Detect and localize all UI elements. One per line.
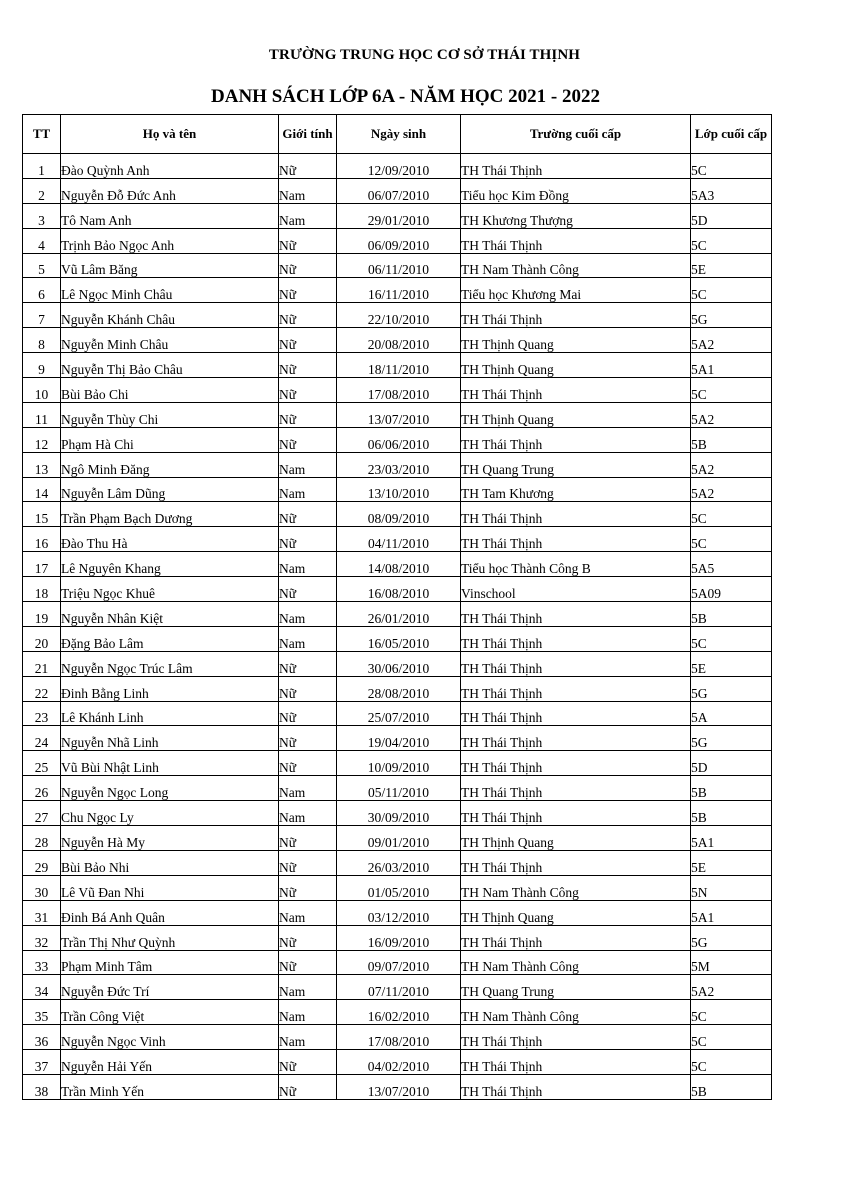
table-row	[23, 502, 772, 527]
cell-tt: 16	[23, 527, 61, 552]
cell-tt: 22	[23, 676, 61, 701]
cell-school: TH Thái Thịnh	[461, 726, 691, 751]
cell-school: TH Thái Thịnh	[461, 751, 691, 776]
cell-class: 5A2	[691, 975, 772, 1000]
table-body	[23, 154, 772, 1100]
table-row	[23, 1025, 772, 1050]
cell-gender: Nữ	[279, 751, 337, 776]
cell-name: Đào Thu Hà	[61, 527, 279, 552]
cell-class: 5G	[691, 726, 772, 751]
cell-school: TH Thái Thịnh	[461, 427, 691, 452]
table-row	[23, 378, 772, 403]
table-row	[23, 801, 772, 826]
cell-name: Trần Minh Yến	[61, 1074, 279, 1099]
cell-name: Trần Thị Như Quỳnh	[61, 925, 279, 950]
cell-tt: 4	[23, 228, 61, 253]
school-name: TRƯỜNG TRUNG HỌC CƠ SỞ THÁI THỊNH	[268, 47, 581, 63]
cell-class: 5A1	[691, 353, 772, 378]
cell-name: Phạm Hà Chi	[61, 427, 279, 452]
table-row	[23, 626, 772, 651]
table-row	[23, 402, 772, 427]
cell-class: 5C	[691, 154, 772, 179]
cell-gender: Nữ	[279, 676, 337, 701]
cell-school: Vinschool	[461, 577, 691, 602]
cell-class: 5G	[691, 676, 772, 701]
cell-name: Nguyễn Ngọc Long	[61, 776, 279, 801]
cell-class: 5E	[691, 651, 772, 676]
cell-class: 5E	[691, 253, 772, 278]
cell-name: Nguyễn Ngọc Vinh	[61, 1025, 279, 1050]
cell-school: TH Thái Thịnh	[461, 701, 691, 726]
table-row	[23, 850, 772, 875]
cell-class: 5A09	[691, 577, 772, 602]
cell-gender: Nữ	[279, 726, 337, 751]
cell-name: Bùi Bảo Nhi	[61, 850, 279, 875]
cell-name: Trần Công Việt	[61, 1000, 279, 1025]
table-row	[23, 975, 772, 1000]
cell-school: TH Thịnh Quang	[461, 402, 691, 427]
cell-class: 5C	[691, 378, 772, 403]
cell-school: TH Thái Thịnh	[461, 1025, 691, 1050]
cell-school: Tiểu học Thành Công B	[461, 552, 691, 577]
cell-dob: 29/01/2010	[337, 203, 461, 228]
cell-gender: Nữ	[279, 328, 337, 353]
cell-gender: Nữ	[279, 577, 337, 602]
cell-dob: 13/07/2010	[337, 402, 461, 427]
header-dob: Ngày sinh	[337, 115, 461, 154]
cell-dob: 06/11/2010	[337, 253, 461, 278]
cell-dob: 10/09/2010	[337, 751, 461, 776]
cell-school: TH Thịnh Quang	[461, 900, 691, 925]
cell-class: 5C	[691, 502, 772, 527]
cell-gender: Nam	[279, 801, 337, 826]
cell-school: TH Thái Thịnh	[461, 378, 691, 403]
cell-tt: 6	[23, 278, 61, 303]
cell-name: Đinh Bằng Linh	[61, 676, 279, 701]
cell-school: TH Thái Thịnh	[461, 527, 691, 552]
cell-school: TH Thái Thịnh	[461, 154, 691, 179]
cell-dob: 08/09/2010	[337, 502, 461, 527]
cell-gender: Nữ	[279, 701, 337, 726]
cell-dob: 13/10/2010	[337, 477, 461, 502]
table-row	[23, 875, 772, 900]
cell-gender: Nữ	[279, 850, 337, 875]
table-row	[23, 925, 772, 950]
cell-tt: 14	[23, 477, 61, 502]
cell-class: 5B	[691, 1074, 772, 1099]
cell-school: TH Thịnh Quang	[461, 826, 691, 851]
table-row	[23, 1000, 772, 1025]
cell-school: TH Thái Thịnh	[461, 776, 691, 801]
cell-class: 5A1	[691, 900, 772, 925]
cell-school: TH Tam Khương	[461, 477, 691, 502]
cell-name: Nguyễn Thùy Chi	[61, 402, 279, 427]
cell-gender: Nữ	[279, 925, 337, 950]
cell-gender: Nam	[279, 975, 337, 1000]
cell-dob: 04/02/2010	[337, 1050, 461, 1075]
cell-school: TH Thái Thịnh	[461, 602, 691, 627]
cell-class: 5A2	[691, 452, 772, 477]
cell-dob: 16/11/2010	[337, 278, 461, 303]
cell-school: TH Quang Trung	[461, 975, 691, 1000]
cell-dob: 06/07/2010	[337, 178, 461, 203]
cell-gender: Nữ	[279, 875, 337, 900]
cell-dob: 16/05/2010	[337, 626, 461, 651]
cell-name: Ngô Minh Đăng	[61, 452, 279, 477]
cell-name: Nguyễn Nhân Kiệt	[61, 602, 279, 627]
cell-tt: 35	[23, 1000, 61, 1025]
cell-tt: 36	[23, 1025, 61, 1050]
cell-name: Trần Phạm Bạch Dương	[61, 502, 279, 527]
cell-tt: 19	[23, 602, 61, 627]
cell-gender: Nữ	[279, 378, 337, 403]
cell-school: TH Thái Thịnh	[461, 651, 691, 676]
cell-class: 5M	[691, 950, 772, 975]
cell-class: 5C	[691, 278, 772, 303]
cell-gender: Nữ	[279, 353, 337, 378]
cell-name: Tô Nam Anh	[61, 203, 279, 228]
cell-dob: 30/06/2010	[337, 651, 461, 676]
cell-school: TH Thái Thịnh	[461, 676, 691, 701]
cell-dob: 18/11/2010	[337, 353, 461, 378]
cell-dob: 16/09/2010	[337, 925, 461, 950]
cell-gender: Nữ	[279, 950, 337, 975]
cell-dob: 04/11/2010	[337, 527, 461, 552]
cell-dob: 26/03/2010	[337, 850, 461, 875]
cell-tt: 33	[23, 950, 61, 975]
table-header-row	[23, 115, 772, 154]
cell-gender: Nữ	[279, 1050, 337, 1075]
cell-school: TH Thái Thịnh	[461, 228, 691, 253]
table-row	[23, 651, 772, 676]
cell-class: 5B	[691, 776, 772, 801]
cell-gender: Nữ	[279, 278, 337, 303]
cell-name: Lê Nguyên Khang	[61, 552, 279, 577]
table-row	[23, 178, 772, 203]
cell-name: Chu Ngọc Ly	[61, 801, 279, 826]
cell-gender: Nam	[279, 1000, 337, 1025]
cell-school: TH Thái Thịnh	[461, 850, 691, 875]
cell-gender: Nữ	[279, 228, 337, 253]
table-row	[23, 527, 772, 552]
cell-school: Tiểu học Khương Mai	[461, 278, 691, 303]
cell-dob: 09/07/2010	[337, 950, 461, 975]
cell-class: 5C	[691, 228, 772, 253]
table-row	[23, 228, 772, 253]
cell-gender: Nữ	[279, 826, 337, 851]
cell-name: Đào Quỳnh Anh	[61, 154, 279, 179]
cell-dob: 14/08/2010	[337, 552, 461, 577]
cell-name: Đặng Bảo Lâm	[61, 626, 279, 651]
cell-gender: Nam	[279, 1025, 337, 1050]
student-list-table	[22, 114, 772, 1100]
cell-gender: Nữ	[279, 1074, 337, 1099]
cell-school: TH Thịnh Quang	[461, 328, 691, 353]
cell-tt: 5	[23, 253, 61, 278]
cell-dob: 30/09/2010	[337, 801, 461, 826]
cell-tt: 20	[23, 626, 61, 651]
cell-school: TH Thái Thịnh	[461, 925, 691, 950]
cell-dob: 26/01/2010	[337, 602, 461, 627]
cell-tt: 17	[23, 552, 61, 577]
cell-name: Nguyễn Nhã Linh	[61, 726, 279, 751]
cell-tt: 12	[23, 427, 61, 452]
cell-name: Bùi Bảo Chi	[61, 378, 279, 403]
cell-dob: 01/05/2010	[337, 875, 461, 900]
cell-class: 5C	[691, 626, 772, 651]
table-row	[23, 602, 772, 627]
cell-tt: 27	[23, 801, 61, 826]
table-row	[23, 1050, 772, 1075]
header-school: Trường cuối cấp	[461, 115, 691, 154]
cell-tt: 23	[23, 701, 61, 726]
cell-tt: 13	[23, 452, 61, 477]
cell-dob: 13/07/2010	[337, 1074, 461, 1099]
cell-class: 5A3	[691, 178, 772, 203]
cell-tt: 34	[23, 975, 61, 1000]
cell-school: TH Quang Trung	[461, 452, 691, 477]
cell-dob: 22/10/2010	[337, 303, 461, 328]
table-row	[23, 726, 772, 751]
table-row	[23, 427, 772, 452]
cell-name: Đinh Bá Anh Quân	[61, 900, 279, 925]
cell-class: 5C	[691, 1050, 772, 1075]
cell-tt: 21	[23, 651, 61, 676]
cell-tt: 7	[23, 303, 61, 328]
header-class: Lớp cuối cấp	[691, 115, 772, 154]
cell-dob: 23/03/2010	[337, 452, 461, 477]
cell-name: Phạm Minh Tâm	[61, 950, 279, 975]
cell-class: 5E	[691, 850, 772, 875]
cell-gender: Nữ	[279, 527, 337, 552]
cell-name: Nguyễn Hải Yến	[61, 1050, 279, 1075]
cell-dob: 12/09/2010	[337, 154, 461, 179]
cell-name: Lê Ngọc Minh Châu	[61, 278, 279, 303]
cell-dob: 09/01/2010	[337, 826, 461, 851]
cell-school: TH Nam Thành Công	[461, 875, 691, 900]
cell-tt: 37	[23, 1050, 61, 1075]
cell-class: 5A	[691, 701, 772, 726]
table-row	[23, 154, 772, 179]
table-row	[23, 278, 772, 303]
table-row	[23, 776, 772, 801]
cell-class: 5B	[691, 801, 772, 826]
cell-class: 5C	[691, 1000, 772, 1025]
cell-class: 5A1	[691, 826, 772, 851]
cell-gender: Nữ	[279, 253, 337, 278]
cell-name: Vũ Lâm Băng	[61, 253, 279, 278]
cell-tt: 24	[23, 726, 61, 751]
cell-gender: Nữ	[279, 502, 337, 527]
cell-gender: Nam	[279, 552, 337, 577]
cell-class: 5G	[691, 303, 772, 328]
cell-tt: 18	[23, 577, 61, 602]
cell-class: 5D	[691, 751, 772, 776]
cell-dob: 28/08/2010	[337, 676, 461, 701]
cell-class: 5C	[691, 527, 772, 552]
header-gender: Giới tính	[279, 115, 337, 154]
table-row	[23, 253, 772, 278]
cell-gender: Nữ	[279, 154, 337, 179]
cell-dob: 05/11/2010	[337, 776, 461, 801]
cell-class: 5A2	[691, 328, 772, 353]
table-row	[23, 900, 772, 925]
table-row	[23, 328, 772, 353]
table-row	[23, 552, 772, 577]
cell-tt: 28	[23, 826, 61, 851]
cell-name: Nguyễn Minh Châu	[61, 328, 279, 353]
cell-tt: 31	[23, 900, 61, 925]
cell-name: Nguyễn Khánh Châu	[61, 303, 279, 328]
cell-tt: 26	[23, 776, 61, 801]
cell-name: Vũ Bùi Nhật Linh	[61, 751, 279, 776]
cell-tt: 38	[23, 1074, 61, 1099]
cell-gender: Nữ	[279, 303, 337, 328]
cell-dob: 17/08/2010	[337, 378, 461, 403]
table-row	[23, 353, 772, 378]
cell-tt: 1	[23, 154, 61, 179]
cell-gender: Nam	[279, 602, 337, 627]
cell-school: TH Thái Thịnh	[461, 502, 691, 527]
cell-class: 5B	[691, 427, 772, 452]
table-row	[23, 701, 772, 726]
cell-school: TH Thái Thịnh	[461, 303, 691, 328]
cell-dob: 16/02/2010	[337, 1000, 461, 1025]
cell-school: TH Khương Thượng	[461, 203, 691, 228]
cell-name: Lê Khánh Linh	[61, 701, 279, 726]
cell-school: Tiểu học Kim Đồng	[461, 178, 691, 203]
cell-gender: Nam	[279, 626, 337, 651]
cell-dob: 06/09/2010	[337, 228, 461, 253]
header-tt: TT	[23, 115, 61, 154]
cell-school: TH Nam Thành Công	[461, 253, 691, 278]
cell-class: 5D	[691, 203, 772, 228]
cell-name: Triệu Ngọc Khuê	[61, 577, 279, 602]
cell-school: TH Nam Thành Công	[461, 1000, 691, 1025]
cell-dob: 20/08/2010	[337, 328, 461, 353]
cell-class: 5A2	[691, 477, 772, 502]
cell-tt: 25	[23, 751, 61, 776]
cell-dob: 19/04/2010	[337, 726, 461, 751]
cell-class: 5B	[691, 602, 772, 627]
cell-name: Nguyễn Lâm Dũng	[61, 477, 279, 502]
cell-gender: Nam	[279, 203, 337, 228]
table-row	[23, 203, 772, 228]
cell-dob: 17/08/2010	[337, 1025, 461, 1050]
table-row	[23, 577, 772, 602]
cell-school: TH Thịnh Quang	[461, 353, 691, 378]
table-row	[23, 452, 772, 477]
table-row	[23, 303, 772, 328]
cell-dob: 03/12/2010	[337, 900, 461, 925]
cell-dob: 07/11/2010	[337, 975, 461, 1000]
table-row	[23, 826, 772, 851]
cell-school: TH Nam Thành Công	[461, 950, 691, 975]
table-row	[23, 751, 772, 776]
cell-gender: Nam	[279, 776, 337, 801]
header-name: Họ và tên	[61, 115, 279, 154]
cell-name: Nguyễn Đỗ Đức Anh	[61, 178, 279, 203]
cell-dob: 25/07/2010	[337, 701, 461, 726]
cell-class: 5N	[691, 875, 772, 900]
cell-name: Nguyễn Hà My	[61, 826, 279, 851]
cell-tt: 10	[23, 378, 61, 403]
cell-name: Lê Vũ Đan Nhi	[61, 875, 279, 900]
cell-tt: 8	[23, 328, 61, 353]
cell-name: Nguyễn Ngọc Trúc Lâm	[61, 651, 279, 676]
cell-dob: 06/06/2010	[337, 427, 461, 452]
cell-tt: 3	[23, 203, 61, 228]
cell-gender: Nam	[279, 178, 337, 203]
cell-tt: 9	[23, 353, 61, 378]
cell-class: 5A5	[691, 552, 772, 577]
cell-name: Nguyễn Đức Trí	[61, 975, 279, 1000]
table-row	[23, 1074, 772, 1099]
cell-name: Trịnh Bảo Ngọc Anh	[61, 228, 279, 253]
table-row	[23, 950, 772, 975]
cell-class: 5G	[691, 925, 772, 950]
cell-school: TH Thái Thịnh	[461, 1050, 691, 1075]
cell-tt: 15	[23, 502, 61, 527]
cell-school: TH Thái Thịnh	[461, 626, 691, 651]
cell-tt: 32	[23, 925, 61, 950]
cell-gender: Nam	[279, 900, 337, 925]
cell-gender: Nam	[279, 477, 337, 502]
cell-gender: Nữ	[279, 651, 337, 676]
cell-gender: Nữ	[279, 402, 337, 427]
cell-class: 5C	[691, 1025, 772, 1050]
cell-school: TH Thái Thịnh	[461, 1074, 691, 1099]
cell-tt: 11	[23, 402, 61, 427]
cell-gender: Nam	[279, 452, 337, 477]
document-title: DANH SÁCH LỚP 6A - NĂM HỌC 2021 - 2022	[211, 86, 600, 107]
cell-name: Nguyễn Thị Bảo Châu	[61, 353, 279, 378]
cell-class: 5A2	[691, 402, 772, 427]
cell-gender: Nữ	[279, 427, 337, 452]
table-row	[23, 477, 772, 502]
cell-school: TH Thái Thịnh	[461, 801, 691, 826]
cell-dob: 16/08/2010	[337, 577, 461, 602]
cell-tt: 2	[23, 178, 61, 203]
cell-tt: 30	[23, 875, 61, 900]
cell-tt: 29	[23, 850, 61, 875]
table-row	[23, 676, 772, 701]
